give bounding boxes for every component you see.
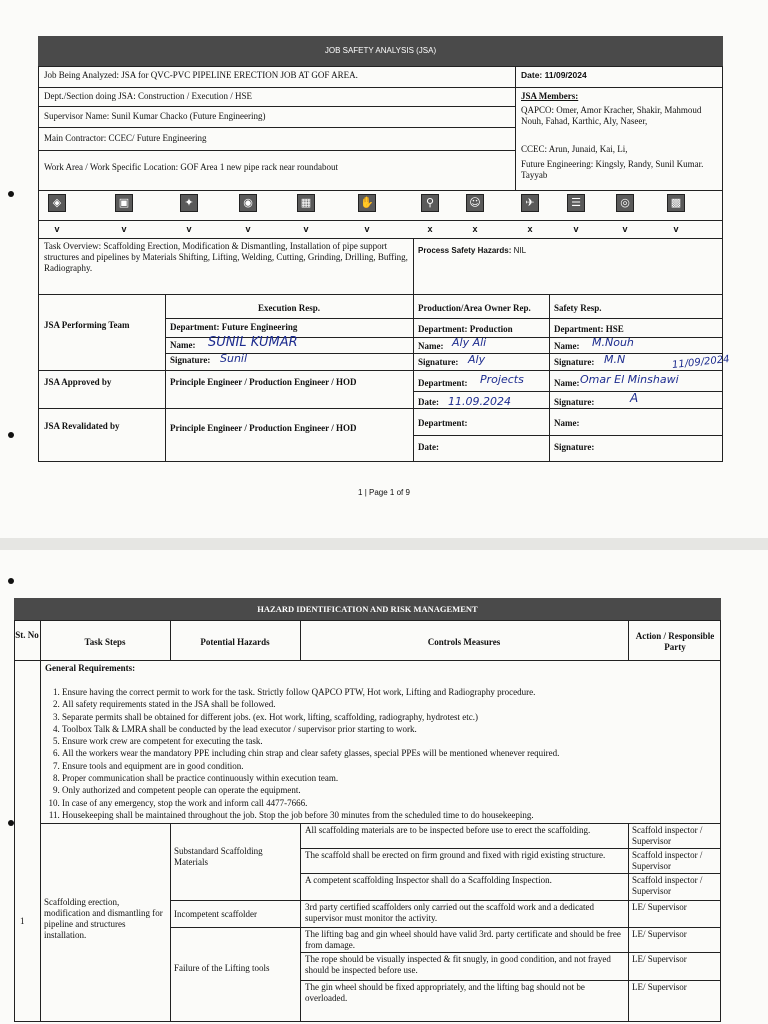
page-2 bbox=[0, 550, 768, 1024]
safety-resp: Safety Resp. bbox=[554, 303, 602, 313]
members-qapco: QAPCO: Omer, Amor Kracher, Shakir, Mahmoud Nouh, Fahad, Karthic, Aly, Naseer, bbox=[521, 105, 702, 126]
hazard-item: Substandard Scaffolding Materials bbox=[174, 846, 263, 867]
goggles-icon: ◈ bbox=[48, 194, 66, 212]
process-hazards-value: NIL bbox=[513, 246, 527, 255]
signature-label: Signature: bbox=[170, 355, 211, 365]
revalidated-label: JSA Revalidated by bbox=[44, 421, 120, 431]
col-action: Action / Responsible Party bbox=[635, 631, 715, 652]
row-number: 1 bbox=[20, 916, 25, 926]
ppe-mark: x bbox=[427, 224, 433, 234]
process-hazards-label: Process Safety Hazards: NIL bbox=[418, 246, 527, 255]
handwritten-name: Omar El Minshawi bbox=[580, 373, 679, 386]
job-analyzed: Job Being Analyzed: JSA for QVC-PVC PIPELINE ERECTION JOB AT GOF AREA. bbox=[44, 70, 358, 80]
ppe-mark: v bbox=[245, 224, 251, 234]
handwritten-signature: M.N bbox=[604, 353, 626, 366]
approver-role: Principle Engineer / Production Engineer / HOD bbox=[170, 377, 357, 387]
responsible-party: LE/ Supervisor bbox=[632, 902, 687, 912]
col-st-no: St. No bbox=[15, 630, 39, 640]
ppe-mark: v bbox=[121, 224, 127, 234]
ladder-icon: ☰ bbox=[567, 194, 585, 212]
general-requirement: 6. All the workers wear the mandatory PPE including chin strap and clear safety glasses, special PPEs will be mentioned whenever required. bbox=[62, 747, 720, 759]
punch-hole bbox=[8, 191, 14, 197]
general-requirement: 9. Only authorized and competent people can operate the equipment. bbox=[62, 784, 720, 796]
control-measure: A competent scaffolding Inspector shall do a Scaffolding Inspection. bbox=[305, 875, 552, 885]
main-contractor: Main Contractor: CCEC/ Future Engineering bbox=[44, 133, 207, 143]
handwritten-name: Aly Ali bbox=[452, 336, 487, 349]
responsible-party: LE/ Supervisor bbox=[632, 929, 687, 939]
department-label: Department: bbox=[418, 378, 468, 388]
department-label: Department: bbox=[418, 418, 468, 428]
ppe-mark: v bbox=[622, 224, 628, 234]
ppe-mark: x bbox=[472, 224, 478, 234]
dept-production: Department: Production bbox=[418, 324, 513, 334]
task-step: Scaffolding erection, modification and dismantling for pipeline and structures installation. bbox=[44, 897, 163, 940]
handwritten-signature: A bbox=[630, 391, 639, 405]
general-requirement: 1. Ensure having the correct permit to work for the task. Strictly follow QAPCO PTW, Hot work, Lifting and Radiography procedure. bbox=[62, 686, 720, 698]
task-overview: Task Overview: Scaffolding Erection, Modification & Dismantling, Installation of pipe support structures and pipelines by Materials Shifting, Lifting, Welding, Cutting, Grinding, Drilling, Buffing, Radiography. bbox=[44, 241, 408, 273]
page-number: 1 | Page 1 of 9 bbox=[358, 488, 410, 497]
responsible-party: Scaffold inspector / Supervisor bbox=[632, 825, 703, 846]
general-requirement: 2. All safety requirements stated in the JSA shall be followed. bbox=[62, 698, 720, 710]
handwritten-name: SUNIL KUMAR bbox=[208, 335, 298, 350]
fall-icon: ✈ bbox=[521, 194, 539, 212]
grid-icon: ▩ bbox=[667, 194, 685, 212]
responsible-party: LE/ Supervisor bbox=[632, 954, 687, 964]
name-label: Name: bbox=[170, 340, 196, 350]
members-title: JSA Members: bbox=[521, 91, 579, 101]
general-requirements-list bbox=[40, 686, 720, 821]
date-label: Date: bbox=[418, 397, 439, 407]
general-requirement: 10. In case of any emergency, stop the work and inform call 4477-7666. bbox=[62, 797, 720, 809]
date-label: Date: bbox=[418, 442, 439, 452]
name-label: Name: bbox=[554, 418, 580, 428]
revalidator-role: Principle Engineer / Production Engineer / HOD bbox=[170, 423, 357, 433]
ppe-mark: v bbox=[673, 224, 679, 234]
name-label: Name: bbox=[554, 341, 580, 351]
control-measure: All scaffolding materials are to be inspected before use to erect the scaffolding. bbox=[305, 825, 591, 835]
ppe-mark: v bbox=[54, 224, 60, 234]
handwritten-department: Projects bbox=[480, 373, 524, 386]
glove-icon: ✋ bbox=[358, 194, 376, 212]
handwritten-date: 11.09.2024 bbox=[448, 395, 511, 408]
hazard-item: Incompetent scaffolder bbox=[174, 909, 258, 919]
ppe-mark: v bbox=[303, 224, 309, 234]
dept-future-eng: Department: Future Engineering bbox=[170, 322, 298, 332]
worker-icon: ✦ bbox=[180, 194, 198, 212]
punch-hole bbox=[8, 432, 14, 438]
production-resp: Production/Area Owner Rep. bbox=[418, 303, 531, 313]
jsa-title: JOB SAFETY ANALYSIS (JSA) bbox=[38, 36, 723, 66]
hazard-title: HAZARD IDENTIFICATION AND RISK MANAGEMENT bbox=[14, 598, 721, 620]
general-requirement: 4. Toolbox Talk & LMRA shall be conducted by the lead executor / supervisor prior starting to work. bbox=[62, 723, 720, 735]
handwritten-signature: Sunil bbox=[220, 352, 248, 365]
general-requirement: 5. Ensure work crew are competent for executing the task. bbox=[62, 735, 720, 747]
members-ccec: CCEC: Arun, Junaid, Kai, Li, bbox=[521, 144, 628, 154]
col-controls: Controls Measures bbox=[427, 637, 501, 647]
members-future-eng: Future Engineering: Kingsly, Randy, Sunil Kumar. Tayyab bbox=[521, 159, 704, 180]
general-requirement: 11. Housekeeping shall be maintained throughout the job. Stop the job before 30 minutes from the scheduled time to do housekeeping. bbox=[62, 809, 720, 821]
control-measure: The rope should be visually inspected & fit snugly, in good condition, and not frayed should be inspected before use. bbox=[305, 954, 611, 975]
helmet-icon: ◉ bbox=[239, 194, 257, 212]
control-measure: The lifting bag and gin wheel should have valid 3rd. party certificate and should be free from damage. bbox=[305, 929, 621, 950]
name-label: Name: bbox=[554, 378, 580, 388]
signature-label: Signature: bbox=[554, 442, 595, 452]
control-measure: 3rd party certified scaffolders only carried out the scaffold work and a dedicated supervisor must monitor the activity. bbox=[305, 902, 595, 923]
control-measure: The scaffold shall be erected on firm ground and fixed with rigid existing structure. bbox=[305, 850, 606, 860]
ppe-mark: x bbox=[527, 224, 533, 234]
performing-team-label: JSA Performing Team bbox=[44, 320, 130, 330]
col-task-steps: Task Steps bbox=[84, 637, 126, 647]
signature-label: Signature: bbox=[554, 397, 595, 407]
ppe-mark: v bbox=[573, 224, 579, 234]
jsa-date: Date: 11/09/2024 bbox=[521, 70, 587, 80]
punch-hole bbox=[8, 578, 14, 584]
general-requirement: 3. Separate permits shall be obtained for different jobs. (ex. Hot work, lifting, scaffolding, radiography, hydrotest etc.) bbox=[62, 711, 720, 723]
approved-label: JSA Approved by bbox=[44, 377, 112, 387]
handwritten-signature: Aly bbox=[468, 353, 486, 366]
page-gap bbox=[0, 538, 768, 550]
execution-resp: Execution Resp. bbox=[257, 303, 320, 313]
signature-label: Signature: bbox=[554, 357, 595, 367]
col-potential-hazards: Potential Hazards bbox=[200, 637, 270, 647]
hazard-item: Failure of the Lifting tools bbox=[174, 963, 270, 973]
responsible-party: Scaffold inspector / Supervisor bbox=[632, 850, 703, 871]
general-requirement: 8. Proper communication shall be practice continuously within execution team. bbox=[62, 772, 720, 784]
person-icon: ☺ bbox=[466, 194, 484, 212]
dept-hse: Department: HSE bbox=[554, 324, 624, 334]
responsible-party: LE/ Supervisor bbox=[632, 982, 687, 992]
dept-section: Dept./Section doing JSA: Construction / Execution / HSE bbox=[44, 91, 252, 101]
ppe-mark: v bbox=[364, 224, 370, 234]
bicycle-icon: ⚲ bbox=[421, 194, 439, 212]
ppe-mark: v bbox=[186, 224, 192, 234]
handwritten-date: 11/09/2024 bbox=[671, 354, 731, 371]
responsible-party: Scaffold inspector / Supervisor bbox=[632, 875, 703, 896]
cylinder-icon: ◎ bbox=[616, 194, 634, 212]
harness-icon: ▦ bbox=[297, 194, 315, 212]
general-title: General Requirements: bbox=[45, 663, 136, 673]
supervisor-name: Supervisor Name: Sunil Kumar Chacko (Future Engineering) bbox=[44, 111, 266, 121]
signature-label: Signature: bbox=[418, 357, 459, 367]
mask-icon: ▣ bbox=[115, 194, 133, 212]
control-measure: The gin wheel should be fixed appropriately, and the lifting bag should not be overloaded. bbox=[305, 982, 585, 1003]
general-requirement: 7. Ensure tools and equipment are in good condition. bbox=[62, 760, 720, 772]
work-area: Work Area / Work Specific Location: GOF Area 1 new pipe rack near roundabout bbox=[44, 162, 339, 172]
handwritten-name: M.Nouh bbox=[592, 336, 634, 349]
name-label: Name: bbox=[418, 341, 444, 351]
